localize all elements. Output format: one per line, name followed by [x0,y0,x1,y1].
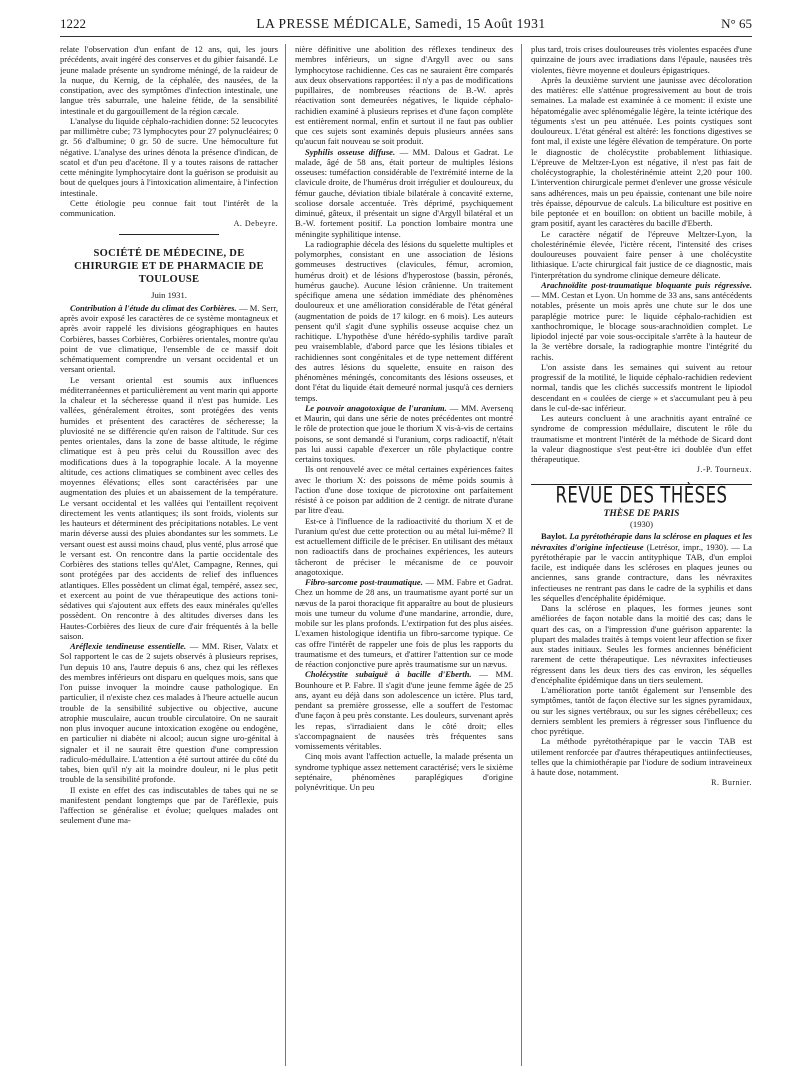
column-divider-2 [521,44,522,1066]
article-text: — MM. Bounhoure et P. Fabre. Il s'agit d'une jeune femme âgée de 25 ans, ayant eu déjà dans son adolescence un ictère. Plus tard, pendant sa première grossesse, elle a souffert de l'estomac d'une façon à peu près constante. Les douleurs, survenant après les repas, s'irradiaient dans le côté droit; elles s'accompagnaient de nausées très fréquentes sans vomissements véritables. [295,669,513,751]
article-title: Cholécystite subaiguë à bacille d'Eberth. [305,669,472,680]
paragraph: Dans la sclérose en plaques, les formes jeunes sont améliorées de façon notable dans la moitié des cas; dans le quart des cas, on a l'impression d'une guérison apparente: la plupart des malades traités à temps voient leur affection se fixer aux stades initiaux. Seules les formes anciennes bénéficient rarement de cette thérapeutique. Les névraxites infectieuses régressent dans les deux tiers des cas environ, les séquelles d'encéphalite épidémique dans un tiers seulement. [531,603,752,685]
article-text: — MM. Riser, Valatx et Sol rapportent le cas de 2 sujets observés à plusieurs reprises, l'un depuis 10 ans, l'autre depuis 6 ans, chez qui les réflexes des membres inférieurs ont disparu en quelques mois, sans que l'on puisse invoquer la moindre cause pathologique. En particulier, il n'existe chez ces malades à l'heure actuelle aucun trouble de la sensibilité subjective ou objective, aucune atrophie musculaire, aucun trouble circulatoire. On ne saurait non plus invoquer aucune intoxication exogène ou endogène, en particulier ni diabète ni alcool; aucun signe uro-génital à signaler et il ne saurait être question d'une compression radiculo-médullaire. L'attention a été surtout attirée du côté du tabes, bien qu'il n'y ait la moindre douleur, ni le plus petit trouble de la sensibilité profonde. [60,641,278,785]
paragraph: La méthode pyrétothérapique par le vaccin TAB est utilement renforcée par d'autres thérapeutiques antiinfectieuses, telles que la chimiothérapie par l'iodure de sodium intraveineux à haute dose, notamment. [531,736,752,777]
paragraph: La radiographie décela des lésions du squelette multiples et polymorphes, consistant en une association de lésions gommeuses destructives (clavicules, fémur, acromion, humérus droit) et de lésions d'hyperostose (bassin, péronés, humérus gauche). Aucune lésion crânienne. Un traitement spécifique amena une sédation immédiate des phénomènes douloureux et une amélioration considérable de l'état général (augmentation de poids de 17 kilogr. en 6 mois). Les auteurs pensent qu'il s'agit d'une syphilis osseuse acquise chez un rachitique. L'hypothèse d'une hérédo-syphilis tardive paraît peu vraisemblable, d'abord parce que les lésions tibiales et rachidiennes sont congénitales et de type nettement différent des autres lésions du squelette, ensuite en raison des phénomènes méningés, concomitants des lésions osseuses, et dont l'état du liquide était demeuré normal jusqu'à ces derniers temps. [295,238,513,403]
these-author: Baylot. [541,531,568,542]
paragraph: Les auteurs concluent à une arachnitis ayant entraîné ce syndrome de compression médullaire, discutent le rôle du traumatisme et montrent l'intérêt de la méthode de Sicard dont la valeur diagnostique s'est peut-être ici doublée d'un effet thérapeutique. [531,413,752,464]
paragraph: Après la deuxième survient une jaunisse avec décoloration des matières: elle s'atténue progressivement au bout de trois semaines. La malade est examinée à ce moment: il existe une hépatomégalie avec splénomégalie légère, la teinte ictérique des téguments s'est un peu atténuée. Les points cystiques sont douloureux. L'état général est altéré: les fonctions digestives se font mal, il existe une légère élévation de température. On porte le diagnostic de cholécystite probablement lithiasique. L'épreuve de Meltzer-Lyon est négative, il n'est pas fait de cholécystographie, la cholestérinémie atteint 2,20 pour 100. L'intervention chirurgicale permet d'enlever une grosse vésicule sans adhérences, mais un peu épaissie, contenant une bile noire très épaisse, dépourvue de calculs. La biliculture est positive en bile peptonée et en bouillon: on obtient un bacille mobile, à gram positif, ayant les caractères du bacille d'Eberth. [531,74,752,229]
section-heading: SOCIÉTÉ DE MÉDECINE, DE CHIRURGIE ET DE PHARMACIE DE TOULOUSE [74,247,264,285]
paragraph: Le versant oriental est soumis aux influences méditerranéennes et particulièrement au vent marin qui apporte la chaleur et la sécheresse quand il n'est pas humide. Les vallées, généralement étroites, sont protégées des vents humides et présentent des caractères de sécheresse; la pluviosité ne se différencie qu'en raison de l'altitude. Sur ces pentes orientales, dans la zone de basse altitude, le régime climatique est à peu près celui du Roussillon avec des modifications dues à la topographie locale. A la moyenne altitude, ces actions climatiques se combinent avec celles des moyennes élévations; elles sont caractérisées par une augmentation des pluies et un abaissement de la température. Le versant occidental et les vallées qui l'entaillent reçoivent directement les vents atlantiques; ils sont froids, violents sur les hauteurs et déterminent des précipitations notables. Le vent marin déverse aussi des pluies abondantes sur les sommets. Le versant ouest est aussi moins chaud, plus venté, plus arrosé que le versant est. On rencontre dans la partie occidentale des Corbières des stations telles qu'Alet, Campagne, Rennes, qui sont protégées par des accidents de relief des influences atlantiques. Elles possèdent un climat égal, tempéré, assez sec, et exercent au point de vue thérapeutique des actions toni-sédatives qui s'ajoutent aux effets des eaux minérales qu'elles possèdent. On rencontre à des altitudes diverses dans les Hautes-Corbières des lieux de cure d'air fréquentés à la belle saison. [60,374,278,641]
article-title: Arachnoïdite post-traumatique bloquante puis régressive. [541,279,752,290]
signature: R. Burnier. [711,778,752,788]
header-rule [60,36,752,37]
paragraph: Cinq mois avant l'affection actuelle, la malade présenta un syndrome typhique assez nettement caractérisé; vers le sixième septénaire, phénomènes paraplégiques d'origine polynévritique. Un peu [295,751,513,792]
article-text: — MM. Cestan et Lyon. Un homme de 33 ans, sans antécédents notables, présente un mois après une chute sur le dos une paraplégie motrice pure: le liquide céphalo-rachidien est xanthochromique, le blocage sous-arachnoïdien complet. Le lipiodol injecté par voie sous-occipitale s'arrête à la hauteur de la 3e vertèbre dorsale, la radiographie montre l'intégrité du rachis. [531,290,752,362]
column-divider-1 [285,44,286,1066]
signature: J.-P. Tourneux. [696,465,752,475]
article-title: Contribution à l'étude du climat des Corbières. [70,302,237,313]
paragraph: Est-ce à l'influence de la radioactivité du thorium X et de l'uranium qu'est due cette protection ou au métal lui-même? Il est actuellement difficile de le préciser. En utilisant des métaux non radioactifs dans de prochaines expériences, les auteurs tâcheront de préciser le mécanisme de ce pouvoir anagotoxique. [295,515,513,577]
page-number: 1222 [60,16,86,31]
column-2 [295,44,513,1074]
paragraph: Le caractère négatif de l'épreuve Meltzer-Lyon, la cholestérinémie élevée, l'ictère récent, l'intensité des crises douloureuses pouvaient faire penser à une cholécystite lithiasique. L'acte chirurgical fait justice de ce diagnostic, mais l'interprétation du syndrome clinique demeure délicate. [531,228,752,280]
paragraph: Il existe en effet des cas indiscutables de tabes qui ne se manifestent pendant longtemps que par de l'aréflexie, puis l'affection se généralise et évolue; quelques malades ont seulement d'une ma- [60,784,278,826]
section-date: Juin 1931. [151,289,187,300]
article-text: — MM. Aversenq et Maurin, qui dans une série de notes précédentes ont montré le rôle de protection que joue le thorium X vis-à-vis de certains poisons, se sont demandé si l'uranium, corps radioactif, n'était pas lui aussi capable d'exercer un rôle phylactique contre certains toxiques. [295,402,513,464]
article-title: Le pouvoir anagotoxique de l'uranium. [305,402,447,413]
column-3 [531,44,752,1074]
column-1 [60,44,278,1074]
article-text: — MM. Dalous et Gadrat. Le malade, âgé de 58 ans, était porteur de multiples lésions osseuses: tuméfaction considérable de l'extrémité interne de la clavicule droite, de l'humérus droit irrégulier et douloureux, du fémur gauche, déviation tibiale bilatérale à concavité externe, scoliose dorsale accentuée. Très déprimé, psychiquement diminué, gâteux, il présentait un signe d'Argyll bilatéral et un B.-W. fortement positif. La ponction lombaire montra une méningite syphilitique intense. [295,146,513,239]
these-year: (1930) [630,519,653,529]
paragraph: Ils ont renouvelé avec ce métal certaines expériences faites avec le thorium X: des poissons de même poids soumis à l'action d'une dose toxique de picrotoxine ont parfaitement résisté à ce poison par addition de 2 centigr. de nitrate d'urane par litre d'eau. [295,464,513,516]
journal-title: LA PRESSE MÉDICALE, Samedi, 15 Août 1931 [256,16,546,31]
article-text: — MM. Fabre et Gadrat. Chez un homme de 28 ans, un traumatisme ayant porté sur un nævus de la paroi thoracique fit apparaître au bout de plusieurs mois une tumeur du volume d'une mandarine, arrondie, dure, mobile sur les plans profonds. L'extirpation fut des plus aisées. L'examen histologique identifia un fibro-sarcome typique. Ce cas offre l'intérêt de rappeler une fois de plus les rapports du traumatisme et des tumeurs, et d'attirer l'attention sur ce mode de réaction conjonctive pure après traumatisme sur un nævus. [295,577,513,669]
article-text: — M. Serr, après avoir exposé les caractères de ce système montagneux et après avoir rappelé les divisions géographiques en hautes Corbières, basses Corbières, Corbières orientales, montre qu'au point de vue climatique, l'ensemble de ce massif doit schématiquement comprendre un versant occidental et un versant oriental. [60,302,278,375]
paragraph: L'analyse du liquide céphalo-rachidien donne: 52 leucocytes par millimètre cube; 73 lymphocytes pour 27 polynucléaires; 0 gr. 56 d'albumine; 0 gr. 50 de sucre. Une hémoculture fut négative. L'analyse des urines dénota la présence d'indican, de scatol et d'un peu d'acétone. Il y a toutes raisons de rattacher cette méningite lymphocytaire dont la guérison se produisit au bout de quelques jours à l'intoxication alimentaire, à l'infection intestinale. [60,115,278,198]
revue-heading: REVUE DES THÈSES [555,481,728,508]
paragraph: L'on assiste dans les semaines qui suivent au retour progressif de la motilité, le liquide céphalo-rachidien redevient normal, tandis que les clichés successifs montrent le lipiodol descendant en « coulées de cierge » et s'accumulant peu à peu dans le cul-de-sac inférieur. [531,361,752,413]
article-title: Fibro-sarcome post-traumatique. [305,577,423,587]
section-rule [119,234,219,235]
these-heading: THÈSE DE PARIS [603,508,680,519]
article-title: Syphilis osseuse diffuse. [305,146,396,157]
article-text: (Letrésor, impr., 1930). — La pyrétothérapie par le vaccin antityphique TAB, d'un emploi facile, est indiquée dans les scléroses en plaques jeunes ou anciennes, sans grande contracture, dans les névraxites infectieuses ne rentrant pas dans le cadre de la syphilis et dans les séquelles d'encéphalite épidémique. [531,541,752,603]
issue-number: N° 65 [721,16,752,31]
paragraph: plus tard, trois crises douloureuses très violentes espacées d'une quinzaine de jours avec irradiations dans l'épaule, nausées très violentes, fièvre moyenne et douleurs épigastriques. [531,44,752,75]
paragraph: Cette étiologie peu connue fait tout l'intérêt de la communication. [60,197,278,218]
paragraph: nière définitive une abolition des réflexes tendineux des membres inférieurs, un signe d'Argyll avec ou sans lymphocytose rachidienne. Ces cas ne sauraient être comparés aux deux observations rapportées: il n'y a pas de modifications pupillaires, de nombreuses réactions de B.-W. après réactivation sont demeurées négatives, le liquide céphalo-rachidien examiné à plusieurs reprises et d'une façon complète est entièrement normal, enfin et surtout il ne faut pas oublier que ces sujets sont examinés depuis plusieurs années sans qu'aucun fait nouveau se soit produit. [295,44,513,147]
signature: A. Debeyre. [233,219,278,229]
article-title: Aréflexie tendineuse essentielle. [70,641,187,651]
paragraph: L'amélioration porte tantôt également sur l'ensemble des symptômes, tantôt de façon élective sur les signes pyramidaux, ou sur les signes vertébraux, ou sur les signes cérébelleux; ces derniers semblent les premiers à régresser sous l'influence du choc pyrétique. [531,685,752,736]
these-title-text: La pyrétothérapie dans la sclérose en plaques et les névraxites d'origine infectieuse [531,531,752,552]
running-header [60,16,752,42]
paragraph: relate l'observation d'un enfant de 12 ans, qui, les jours précédents, avait ingéré des conserves et du gibier faisandé. Le jeune malade présente un syndrome méningé, de la raideur de la nuque, du Kernig, de la céphalée, des nausées, de la constipation, avec des symptômes d'infection intestinale, une langue très saburrale, une haleine fétide, de la sensibilité intestinale et du gargouillement de la région cæcale. [60,44,278,116]
